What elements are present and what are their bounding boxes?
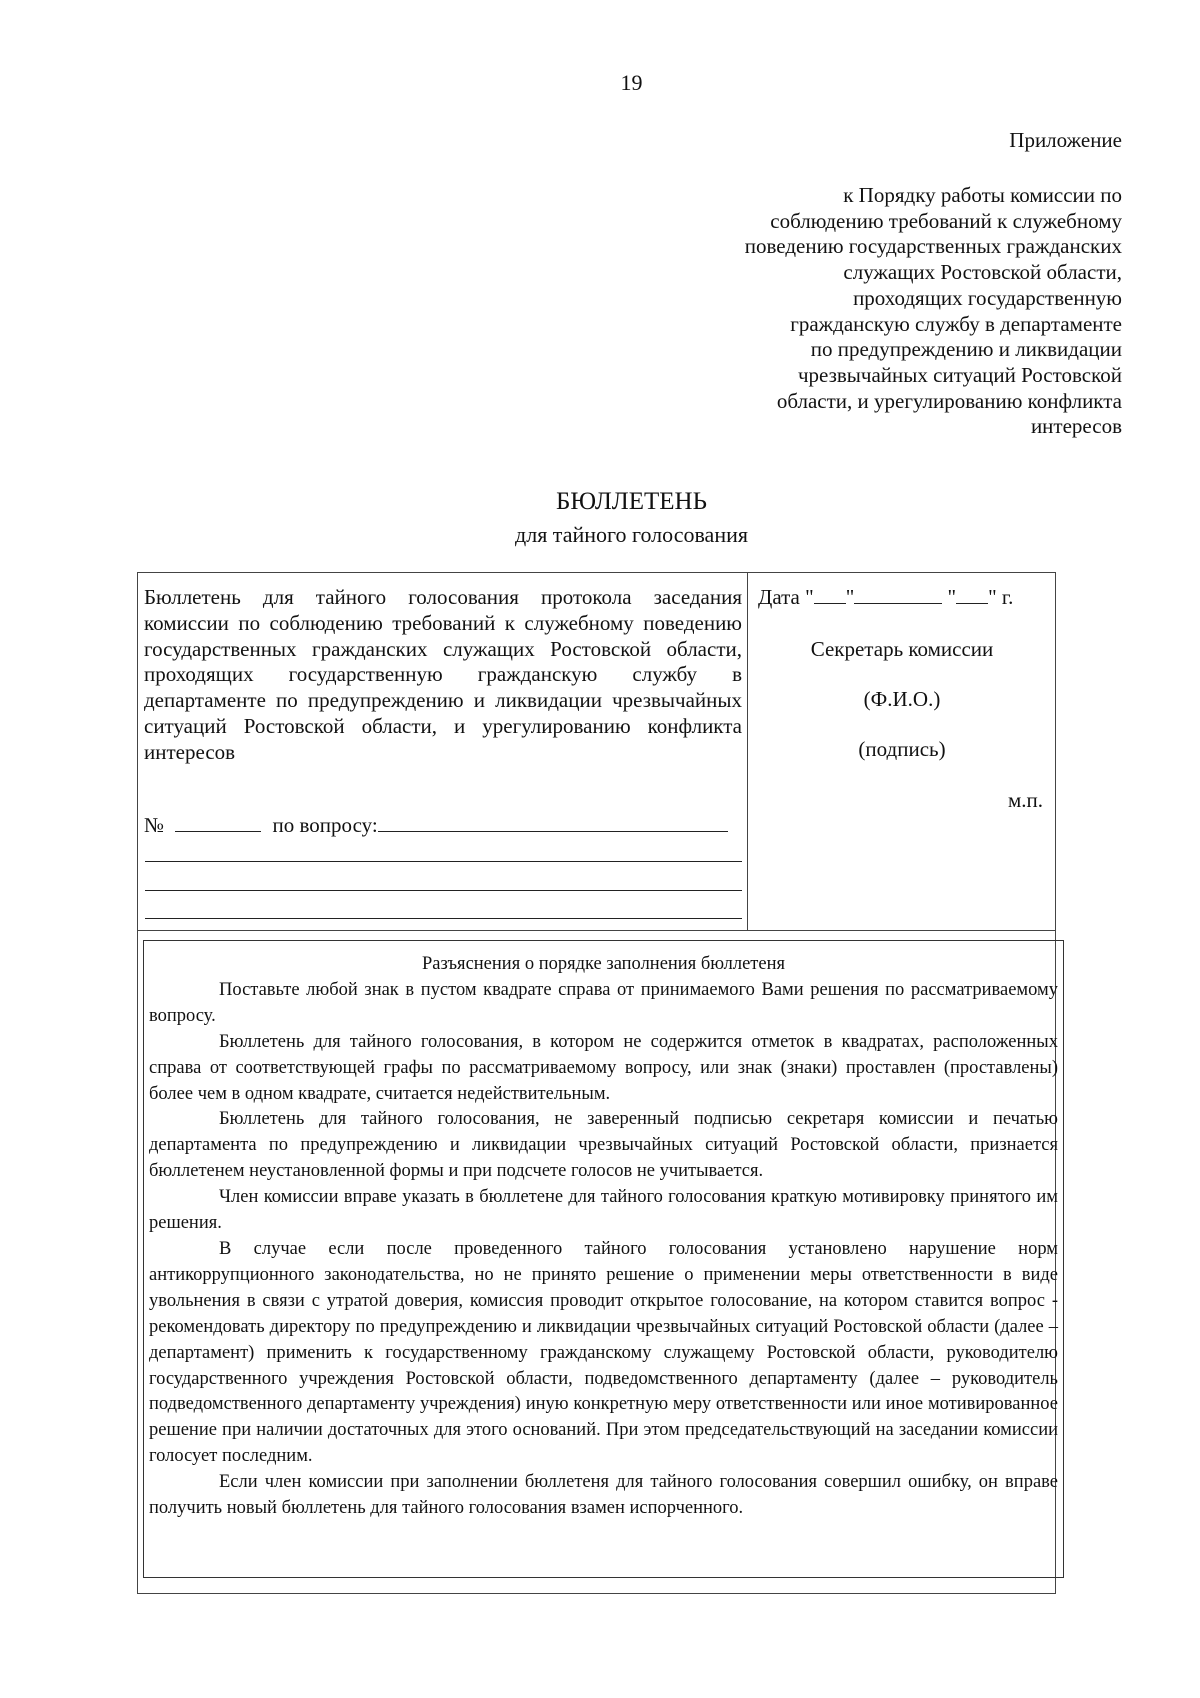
document-title: БЮЛЛЕТЕНЬ [556,488,707,515]
appendix-line: интересов [1030,414,1122,439]
appendix-line: области, и урегулированию конфликта [776,388,1122,413]
document-subtitle: для тайного голосования [515,522,748,547]
instruction-paragraph: Член комиссии вправе указать в бюллетене для тайного голосования краткую мотивировку принятого им решения. [149,1187,1058,1234]
date-line [758,585,1013,610]
instruction-paragraph: В случае если после проведенного тайного голосования установлено нарушение норм антикоррупционного законодательства, но не принято решение о применении меры ответственности в виде увольнения в связи с утратой доверия, комиссия проводит открытое голосование, на котором ставится вопрос - рекомендовать директору по предупреждению и ликвидации чрезвычайных ситуаций Ростовской области (далее – департамент) применить к государственному гражданскому служащему Ростовской области, руководителю государственного учреждения Ростовской области, подведомственного департаменту (далее – руководитель подведомственного департаменту учреждения) иную конкретную меру ответственности или иное мотивированное решение при наличии достаточных для этого оснований. При этом председательствующий на заседании комиссии голосует последним. [149,1238,1058,1467]
ballot-header-text: Бюллетень для тайного голосования протокола заседания комиссии по соблюдению требований к служебному поведению государственных гражданских служащих Ростовской области, проходящих государственную гражданскую службу в департаменте по предупреждению и ликвидации чрезвычайных ситуаций Ростовской области, и урегулированию конфликта интересов [144,585,742,764]
date-label: Дата [758,585,800,609]
number-sign: № [144,813,165,837]
page-number: 19 [620,70,643,95]
year-suffix: г. [1001,585,1014,609]
quote-mark: " [845,585,855,609]
quote-mark: " [988,585,997,609]
month-blank[interactable] [854,589,942,604]
instruction-paragraph: Если член комиссии при заполнении бюллетеня для тайного голосования совершил ошибку, он вправе получить новый бюллетень для тайного голосования взамен испорченного. [149,1472,1058,1519]
instruction-paragraph: Поставьте любой знак в пустом квадрате справа от принимаемого Вами решения по рассматриваемому вопросу. [149,979,1058,1026]
appendix-text [652,183,1122,440]
question-label: по вопросу: [272,813,378,837]
appendix-line: гражданскую службу в департаменте [790,311,1122,336]
appendix-line: к Порядку работы комиссии по [843,183,1122,207]
appendix-line: проходящих государственную [853,285,1122,310]
secretary-label: Секретарь комиссии [810,637,994,661]
stamp-label: м.п. [1008,788,1044,812]
quote-mark: " [947,585,957,609]
question-blank[interactable] [378,817,728,832]
name-label: (Ф.И.О.) [863,687,941,711]
appendix-line: по предупреждению и ликвидации [810,337,1122,362]
question-ruled-line[interactable] [145,918,742,919]
appendix-label: Приложение [1009,128,1122,152]
instructions-title: Разъяснения о порядке заполнения бюллетеня [422,954,785,974]
appendix-line: соблюдению требований к служебному [770,208,1122,233]
question-ruled-line[interactable] [145,890,742,891]
year-blank[interactable] [956,589,988,604]
number-blank[interactable] [175,817,261,832]
section-divider [137,930,1056,931]
appendix-line: чрезвычайных ситуаций Ростовской [797,362,1122,387]
day-blank[interactable] [814,589,846,604]
instruction-paragraph: Бюллетень для тайного голосования, в котором не содержится отметок в квадратах, расположенных справа от соответствующей графы по рассматриваемому вопросу, или знак (знаки) проставлен (проставлены) более чем в одном квадрате, считается недействительным. [149,1031,1058,1104]
appendix-line: служащих Ростовской области, [843,260,1122,285]
quote-mark: " [805,585,814,609]
appendix-line: поведению государственных гражданских [744,234,1122,259]
instruction-paragraph: Бюллетень для тайного голосования, не заверенный подписью секретаря комиссии и печатью департамента по предупреждению и ликвидации чрезвычайных ситуаций Ростовской области, признается бюллетенем неустановленной формы и при подсчете голосов не учитывается. [149,1109,1058,1182]
instructions-block [149,952,1058,1522]
question-number-line [144,813,744,838]
question-ruled-line[interactable] [145,861,742,862]
signature-label: (подпись) [858,737,946,761]
